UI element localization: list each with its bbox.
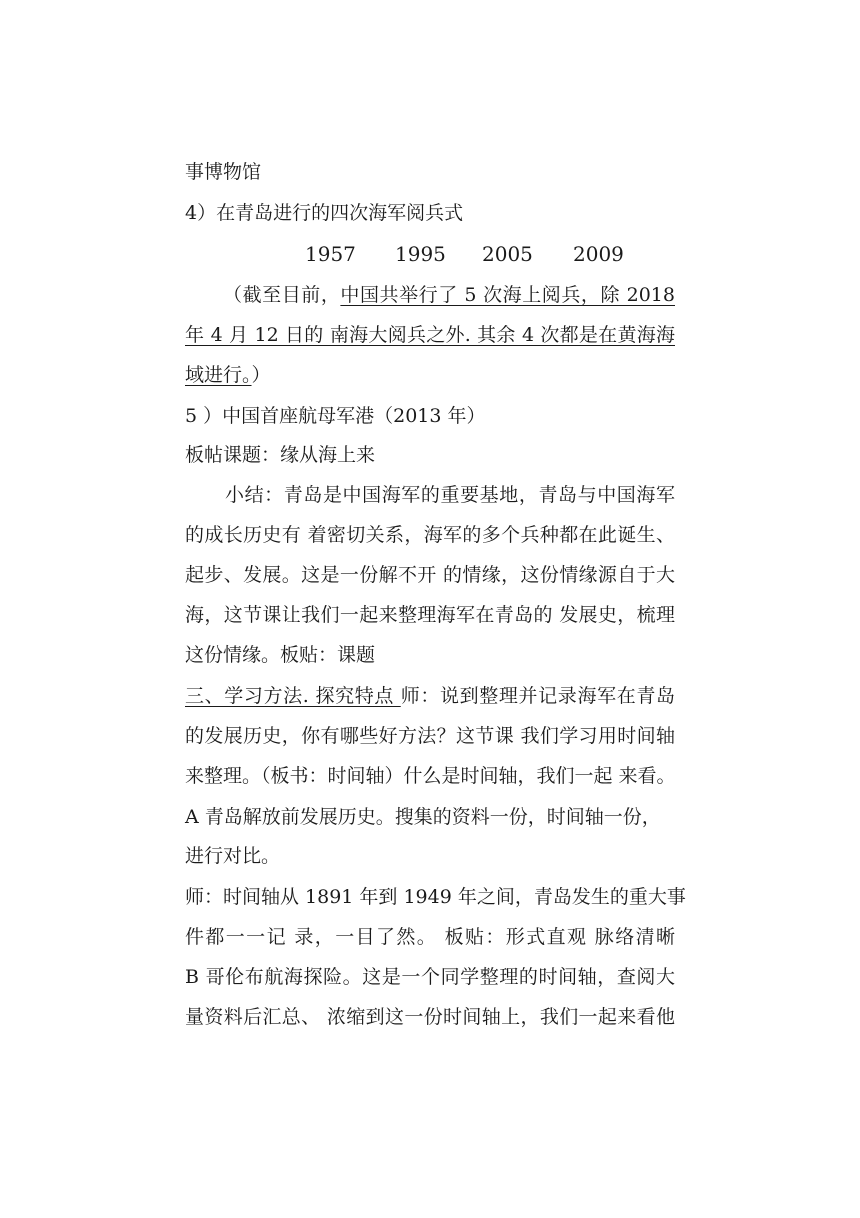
- note-line: 年 4 月 12 日的 南海大阅兵之外. 其余 4 次都是在黄海海: [185, 324, 675, 346]
- note-underlined: 域进行。: [185, 364, 252, 386]
- note-underlined: 中国共举行了 5 次海上阅兵，除 2018: [340, 284, 675, 306]
- body-line: 量资料后汇总、 浓缩到这一份时间轴上，我们一起来看他: [185, 1006, 675, 1028]
- summary-line: 的成长历史有 着密切关系，海军的多个兵种都在此诞生、: [185, 524, 675, 546]
- board-topic: 板帖课题：缘从海上来: [185, 444, 376, 466]
- note-line: [185, 281, 675, 309]
- year-label: 2009: [573, 242, 624, 266]
- section-heading-4: 4）在青岛进行的四次海军阅兵式: [185, 202, 464, 224]
- section-heading-5: 5 ）中国首座航母军港（2013 年）: [185, 405, 486, 427]
- body-line: 师：时间轴从 1891 年到 1949 年之间，青岛发生的重大事: [185, 886, 686, 908]
- body-line: 进行对比。: [185, 845, 281, 867]
- note-line: [185, 361, 271, 389]
- year-label: 1995: [395, 242, 446, 266]
- body-line: A 青岛解放前发展历史。搜集的资料一份，时间轴一份，: [185, 806, 661, 828]
- year-label: 2005: [482, 242, 533, 266]
- section-heading-3: [185, 682, 675, 710]
- summary-line: 起步、发展。这是一份解不开 的情缘，这份情缘源自于大: [185, 564, 675, 586]
- section-title-underlined: 三、学习方法. 探究特点: [185, 685, 401, 707]
- text-line: 事博物馆: [185, 161, 262, 183]
- year-label: 1957: [305, 242, 356, 266]
- summary-line: 这份情缘。板贴：课题: [185, 644, 376, 666]
- note-close: ）: [251, 364, 271, 386]
- body-line: B 哥伦布航海探险。这是一个同学整理的时间轴，查阅大: [185, 966, 675, 988]
- body-line: 件都一一记 录，一目了然。 板贴：形式直观 脉络清晰: [185, 926, 675, 948]
- summary-line: 小结：青岛是中国海军的重要基地，青岛与中国海军: [225, 484, 675, 506]
- teacher-text: 师：说到整理并记录海军在青岛: [400, 685, 675, 707]
- body-line: 的发展历史，你有哪些好方法？这节课 我们学习用时间轴: [185, 725, 675, 747]
- summary-line: 海，这节课让我们一起来整理海军在青岛的 发展史，梳理: [185, 604, 675, 626]
- note-open: （截至目前，: [223, 284, 341, 306]
- body-line: 来整理。（板书：时间轴）什么是时间轴，我们一起 来看。: [185, 765, 676, 787]
